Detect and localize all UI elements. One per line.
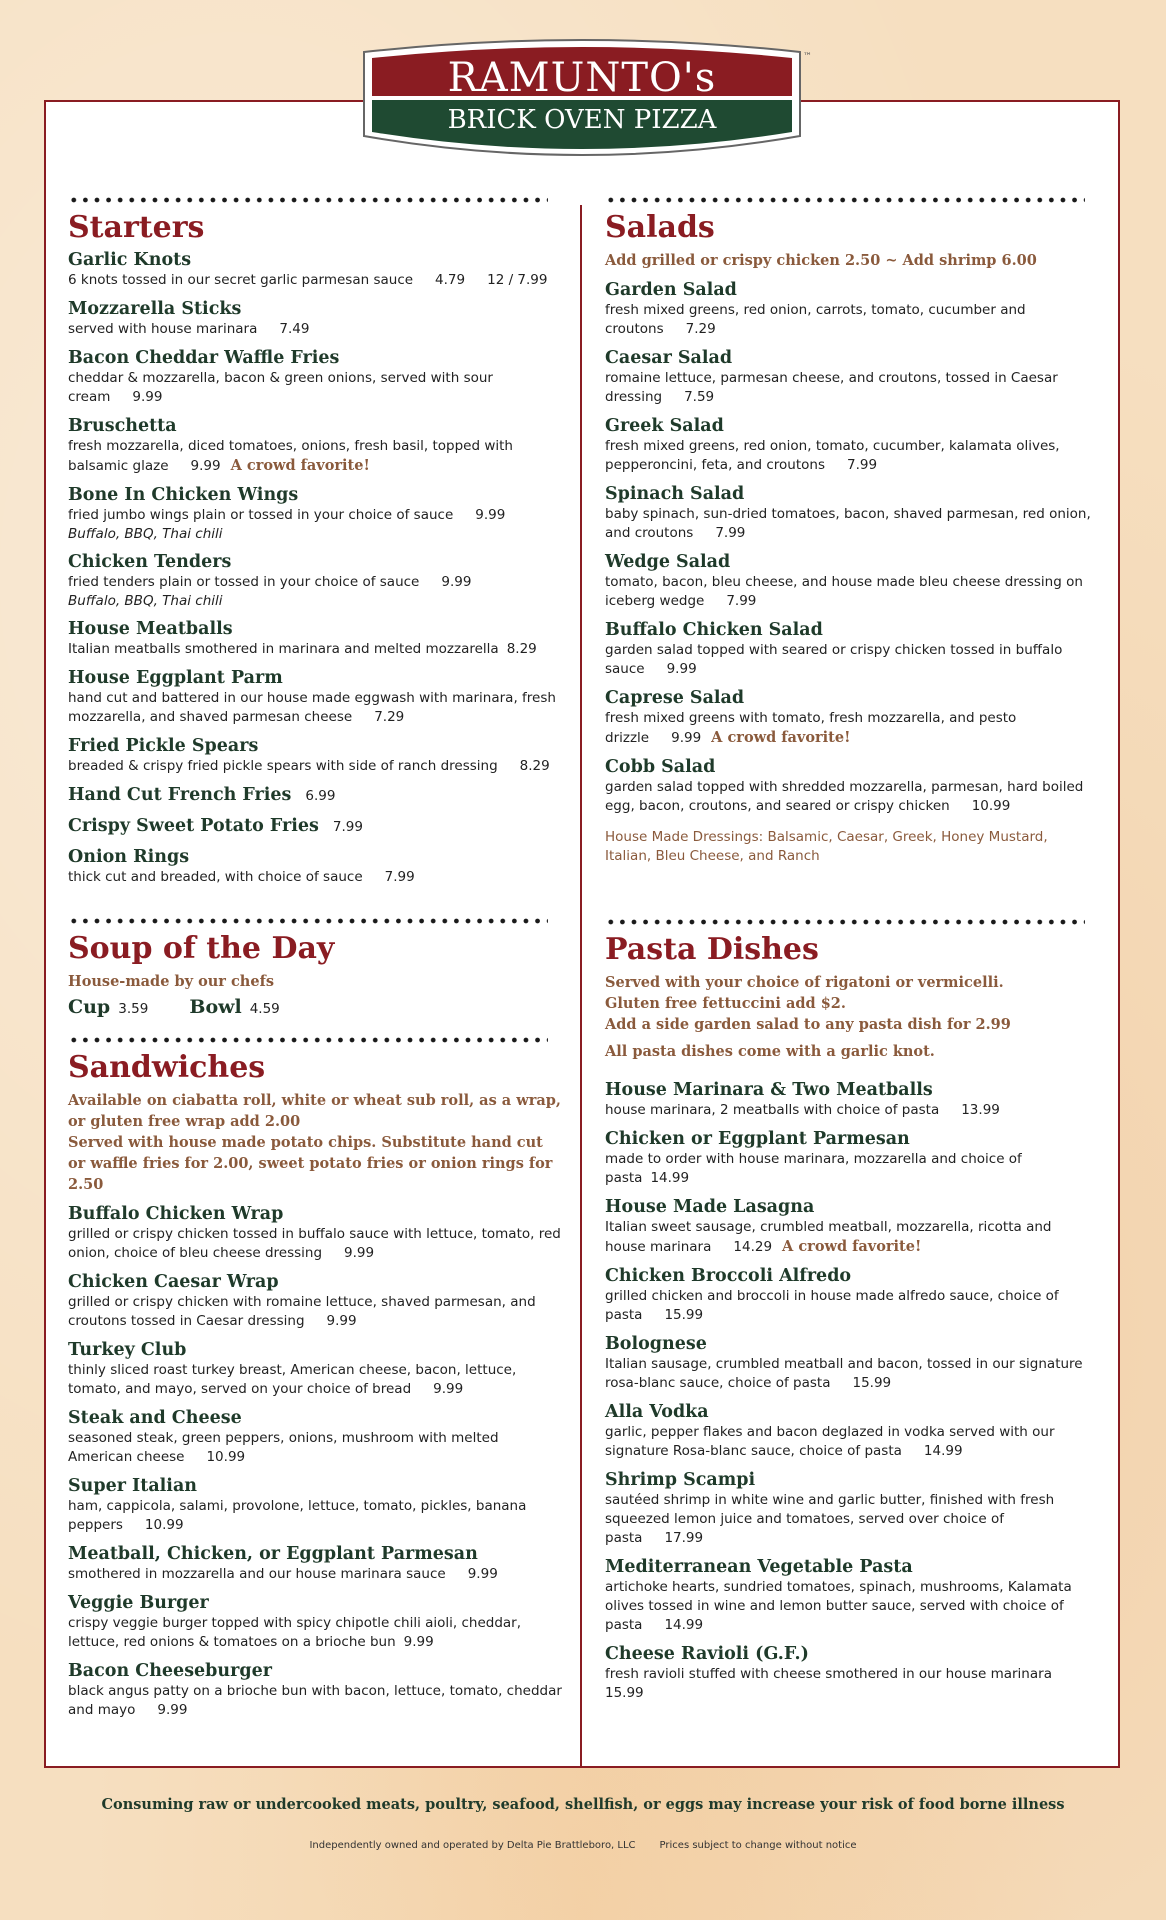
item-name: Cheese Ravioli (G.F.) (605, 1644, 809, 1664)
item-name: Veggie Burger (68, 1593, 209, 1613)
item-desc: tomato, bacon, bleu cheese, and house made bleu cheese dressing on iceberg wedge (605, 574, 1083, 609)
item-name: Super Italian (68, 1476, 198, 1496)
item-name: House Eggplant Parm (68, 668, 283, 688)
pasta-title: Pasta Dishes (605, 932, 819, 967)
item-name: Fried Pickle Spears (68, 736, 259, 756)
item-price: 8.29 (519, 758, 550, 774)
item-price: 7.29 (685, 321, 716, 337)
menu-item (605, 688, 1095, 748)
menu-item (68, 1476, 562, 1535)
menu-item (68, 348, 562, 407)
menu-item (605, 1266, 1095, 1325)
item-name: Bacon Cheeseburger (68, 1661, 272, 1681)
item-name: Garlic Knots (68, 250, 192, 270)
item-name: Meatball, Chicken, or Eggplant Parmesan (68, 1544, 478, 1564)
item-desc: smothered in mozzarella and our house marinara sauce (68, 1566, 446, 1582)
item-price: 7.99 (846, 457, 878, 473)
starters-section (68, 196, 562, 887)
menu-item (68, 299, 562, 339)
item-desc: garden salad topped with shredded mozzarella, parmesan, hard boiled egg, bacon, croutons, and seared or crispy chicken (605, 779, 1084, 814)
item-desc: artichoke hearts, sundried tomatoes, spinach, mushrooms, Kalamata olives tossed in wine and lemon butter sauce, served with choice of pasta (605, 1579, 1072, 1633)
item-name: Cobb Salad (605, 757, 716, 777)
menu-item (605, 1129, 1095, 1188)
item-price: 9.99 (475, 507, 506, 523)
item-desc: served with house marinara (68, 321, 258, 337)
pasta-note-gluten-free: Gluten free fettuccini add $2. (605, 995, 846, 1012)
sauce-options: Buffalo, BBQ, Thai chili (68, 526, 223, 542)
item-price: 14.29 (733, 1239, 773, 1255)
item-desc: baby spinach, sun-dried tomatoes, bacon, shaved parmesan, red onion, and croutons (605, 506, 1091, 541)
item-desc: Italian meatballs smothered in marinara and melted mozzarella (68, 641, 499, 657)
item-name: Alla Vodka (605, 1402, 709, 1422)
item-desc: hand cut and battered in our house made eggwash with marinara, fresh mozzarella, and shaved parmesan cheese (68, 690, 556, 725)
item-desc: made to order with house marinara, mozzarella and choice of pasta (605, 1151, 1022, 1186)
item-price: 14.99 (650, 1170, 690, 1186)
sandwiches-note-sides: Served with house made potato chips. Substitute hand cut or waffle fries for 2.00, sweet potato fries or onion rings for 2.50 (68, 1134, 553, 1193)
item-desc: breaded & crispy fried pickle spears with side of ranch dressing (68, 758, 498, 774)
item-name: Bolognese (605, 1334, 707, 1354)
price-change-note: Prices subject to change without notice (659, 1840, 857, 1851)
sandwiches-section (68, 1036, 562, 1720)
item-name: Mediterranean Vegetable Pasta (605, 1557, 913, 1577)
menu-item (68, 1204, 562, 1263)
item-price: 9.99 (132, 389, 163, 405)
sandwiches-title: Sandwiches (68, 1050, 266, 1085)
menu-item (68, 1661, 562, 1720)
item-price: 7.59 (684, 389, 715, 405)
dotted-rule (68, 196, 548, 204)
menu-item (68, 1340, 562, 1399)
item-price: 9.99 (441, 574, 472, 590)
item-name: Spinach Salad (605, 484, 745, 504)
item-name: Chicken Caesar Wrap (68, 1272, 279, 1292)
item-name: Chicken or Eggplant Parmesan (605, 1129, 910, 1149)
menu-item (68, 847, 562, 887)
item-price: 15.99 (852, 1375, 892, 1391)
menu-item (605, 620, 1095, 679)
soup-title: Soup of the Day (68, 931, 335, 966)
item-price: 9.99 (403, 1634, 434, 1650)
menu-item (605, 552, 1095, 611)
menu-item (605, 1197, 1095, 1257)
menu-item (605, 280, 1095, 339)
cup-price: 3.59 (118, 1001, 149, 1017)
item-desc: fresh mixed greens with tomato, fresh mozzarella, and pesto drizzle (605, 710, 1017, 746)
item-name: Greek Salad (605, 416, 724, 436)
sauce-options: Buffalo, BBQ, Thai chili (68, 593, 223, 609)
item-price: 9.99 (467, 1566, 498, 1582)
trademark-symbol: ™ (803, 52, 812, 62)
menu-item (68, 416, 562, 476)
menu-item (605, 1557, 1095, 1635)
pasta-note-garlic-knot: All pasta dishes come with a garlic knot. (605, 1043, 935, 1060)
item-desc: black angus patty on a brioche bun with bacon, lettuce, tomato, cheddar and mayo (68, 1683, 562, 1718)
item-price: 17.99 (664, 1530, 704, 1546)
menu-item (68, 619, 562, 659)
item-desc: romaine lettuce, parmesan cheese, and croutons, tossed in Caesar dressing (605, 370, 1058, 405)
item-price: 4.79 (435, 272, 466, 288)
item-desc: ham, cappicola, salami, provolone, lettuce, tomato, pickles, banana peppers (68, 1498, 527, 1533)
item-desc: house marinara, 2 meatballs with choice of pasta (605, 1102, 940, 1118)
menu-item (68, 250, 562, 290)
item-name: Buffalo Chicken Salad (605, 620, 823, 640)
soup-prices (68, 996, 562, 1018)
menu-item (68, 1272, 562, 1331)
item-desc: garden salad topped with seared or crispy chicken tossed in buffalo sauce (605, 642, 1063, 677)
pasta-section (605, 918, 1095, 1703)
pasta-note-choice: Served with your choice of rigatoni or vermicelli. (605, 974, 1004, 991)
crowd-favorite-badge: A crowd favorite! (230, 457, 370, 474)
brand-tagline: BRICK OVEN PIZZA (447, 105, 717, 135)
dotted-rule (605, 918, 1085, 926)
item-name: Hand Cut French Fries (68, 785, 292, 805)
item-price: 8.29 (506, 641, 537, 657)
item-desc: garlic, pepper flakes and bacon deglazed in vodka served with our signature Rosa-blanc sauce, choice of pasta (605, 1424, 1055, 1459)
item-desc: fresh ravioli stuffed with cheese smothered in our house marinara (605, 1666, 1052, 1682)
item-price: 7.99 (332, 819, 363, 835)
item-desc: thinly sliced roast turkey breast, American cheese, bacon, lettuce, tomato, and mayo, served on your choice of bread (68, 1362, 517, 1397)
menu-item (605, 1402, 1095, 1461)
item-price: 9.99 (433, 1381, 464, 1397)
menu-item (68, 485, 562, 543)
food-safety-warning: Consuming raw or undercooked meats, poultry, seafood, shellfish, or eggs may increase your risk of food borne illness (101, 1796, 1065, 1813)
item-desc: seasoned steak, green peppers, onions, mushroom with melted American cheese (68, 1430, 499, 1465)
item-name: Buffalo Chicken Wrap (68, 1204, 284, 1224)
footer-legal (0, 1840, 1166, 1851)
pasta-note-side-salad: Add a side garden salad to any pasta dish for 2.99 (605, 1016, 1011, 1033)
item-desc: fresh mozzarella, diced tomatoes, onions, fresh basil, topped with balsamic glaze (68, 438, 513, 474)
salads-addons-note: Add grilled or crispy chicken 2.50 ~ Add shrimp 6.00 (605, 252, 1037, 269)
item-desc: Italian sausage, crumbled meatball and bacon, tossed in our signature rosa-blanc sauce, choice of pasta (605, 1356, 1083, 1391)
menu-item (68, 668, 562, 727)
column-divider (580, 205, 582, 1768)
item-name: Onion Rings (68, 847, 190, 867)
item-price: 10.99 (144, 1517, 184, 1533)
menu-item (68, 816, 562, 838)
item-name: House Made Lasagna (605, 1197, 815, 1217)
item-price: 9.99 (671, 730, 702, 746)
item-price: 9.99 (666, 661, 697, 677)
item-price: 7.99 (726, 593, 757, 609)
menu-item (68, 1544, 562, 1584)
item-name: Caesar Salad (605, 348, 733, 368)
bowl-label: Bowl (189, 996, 242, 1018)
dotted-rule (68, 1036, 548, 1044)
item-name: Bruschetta (68, 416, 177, 436)
soup-section (68, 917, 562, 1018)
item-price: 14.99 (923, 1443, 963, 1459)
menu-item (605, 416, 1095, 475)
item-price: 10.99 (206, 1449, 246, 1465)
item-desc: fresh mixed greens, red onion, tomato, cucumber, kalamata olives, pepperoncini, feta, and croutons (605, 438, 1060, 473)
starters-title: Starters (68, 210, 205, 245)
menu-item (68, 736, 562, 776)
item-name: Mozzarella Sticks (68, 299, 242, 319)
item-desc: crispy veggie burger topped with spicy chipotle chili aioli, cheddar, lettuce, red onions & tomatoes on a brioche bun (68, 1615, 522, 1650)
brand-name: RAMUNTO's (447, 55, 717, 101)
item-name: Shrimp Scampi (605, 1470, 756, 1490)
crowd-favorite-badge: A crowd favorite! (711, 729, 851, 746)
menu-item (68, 1408, 562, 1467)
item-name: Wedge Salad (605, 552, 731, 572)
item-name: Bacon Cheddar Waffle Fries (68, 348, 340, 368)
item-price: 9.99 (157, 1702, 188, 1718)
salads-title: Salads (605, 210, 715, 245)
bowl-price: 4.59 (249, 1001, 280, 1017)
item-desc: sautéed shrimp in white wine and garlic butter, finished with fresh squeezed lemon juice and tomatoes, served over choice of pasta (605, 1492, 1055, 1546)
menu-item (68, 552, 562, 610)
item-price: 15.99 (664, 1307, 704, 1323)
item-desc: grilled or crispy chicken with romaine lettuce, shaved parmesan, and croutons tossed in Caesar dressing (68, 1294, 536, 1329)
item-price: 14.99 (664, 1617, 704, 1633)
salads-section (605, 196, 1095, 866)
menu-item (68, 1593, 562, 1652)
item-price: 7.99 (384, 869, 415, 885)
item-name: Caprese Salad (605, 688, 745, 708)
menu-item (605, 1334, 1095, 1393)
item-price: 9.99 (190, 458, 221, 474)
item-desc: grilled chicken and broccoli in house made alfredo sauce, choice of pasta (605, 1288, 1059, 1323)
item-price: 7.99 (715, 525, 746, 541)
item-name: Garden Salad (605, 280, 737, 300)
dotted-rule (605, 196, 1085, 204)
item-name: House Meatballs (68, 619, 233, 639)
ramuntos-logo (360, 34, 804, 170)
item-price-alt: 12 / 7.99 (487, 272, 548, 288)
item-desc: 6 knots tossed in our secret garlic parmesan sauce (68, 272, 414, 288)
menu-item (605, 484, 1095, 543)
item-price: 10.99 (971, 798, 1011, 814)
item-price: 9.99 (326, 1313, 357, 1329)
item-desc: fried jumbo wings plain or tossed in your choice of sauce (68, 507, 454, 523)
item-price: 13.99 (961, 1102, 1000, 1118)
item-name: Turkey Club (68, 1340, 187, 1360)
menu-item (605, 1080, 1095, 1120)
crowd-favorite-badge: A crowd favorite! (782, 1238, 922, 1255)
ownership-note: Independently owned and operated by Delta Pie Brattleboro, LLC (309, 1840, 636, 1851)
item-desc: fresh mixed greens, red onion, carrots, tomato, cucumber and croutons (605, 302, 1026, 337)
item-desc: grilled or crispy chicken tossed in buffalo sauce with lettuce, tomato, red onion, choice of bleu cheese dressing (68, 1226, 561, 1261)
item-desc: cheddar & mozzarella, bacon & green onions, served with sour cream (68, 370, 493, 405)
cup-label: Cup (68, 996, 111, 1018)
item-name: Chicken Tenders (68, 552, 232, 572)
item-price: 6.99 (305, 788, 336, 804)
item-desc: thick cut and breaded, with choice of sauce (68, 869, 363, 885)
dotted-rule (68, 917, 548, 925)
item-name: House Marinara & Two Meatballs (605, 1080, 933, 1100)
item-price: 7.29 (374, 709, 405, 725)
sandwiches-note-bread: Available on ciabatta roll, white or wheat sub roll, as a wrap, or gluten free wrap add 2.00 (68, 1092, 561, 1130)
item-price: 7.49 (279, 321, 310, 337)
item-desc: Italian sweet sausage, crumbled meatball, mozzarella, ricotta and house marinara (605, 1219, 1052, 1255)
menu-item (605, 1470, 1095, 1548)
menu-item (68, 785, 562, 807)
menu-item (605, 1644, 1095, 1703)
item-name: Crispy Sweet Potato Fries (68, 816, 319, 836)
item-name: Steak and Cheese (68, 1408, 242, 1428)
item-price: 15.99 (605, 1685, 644, 1701)
item-desc: fried tenders plain or tossed in your choice of sauce (68, 574, 420, 590)
menu-item (605, 757, 1095, 816)
menu-item (605, 348, 1095, 407)
soup-note: House-made by our chefs (68, 973, 274, 990)
item-name: Chicken Broccoli Alfredo (605, 1266, 852, 1286)
item-price: 9.99 (344, 1245, 375, 1261)
item-name: Bone In Chicken Wings (68, 485, 299, 505)
house-dressings: House Made Dressings: Balsamic, Caesar, Greek, Honey Mustard, Italian, Bleu Cheese, and Ranch (605, 829, 1048, 864)
